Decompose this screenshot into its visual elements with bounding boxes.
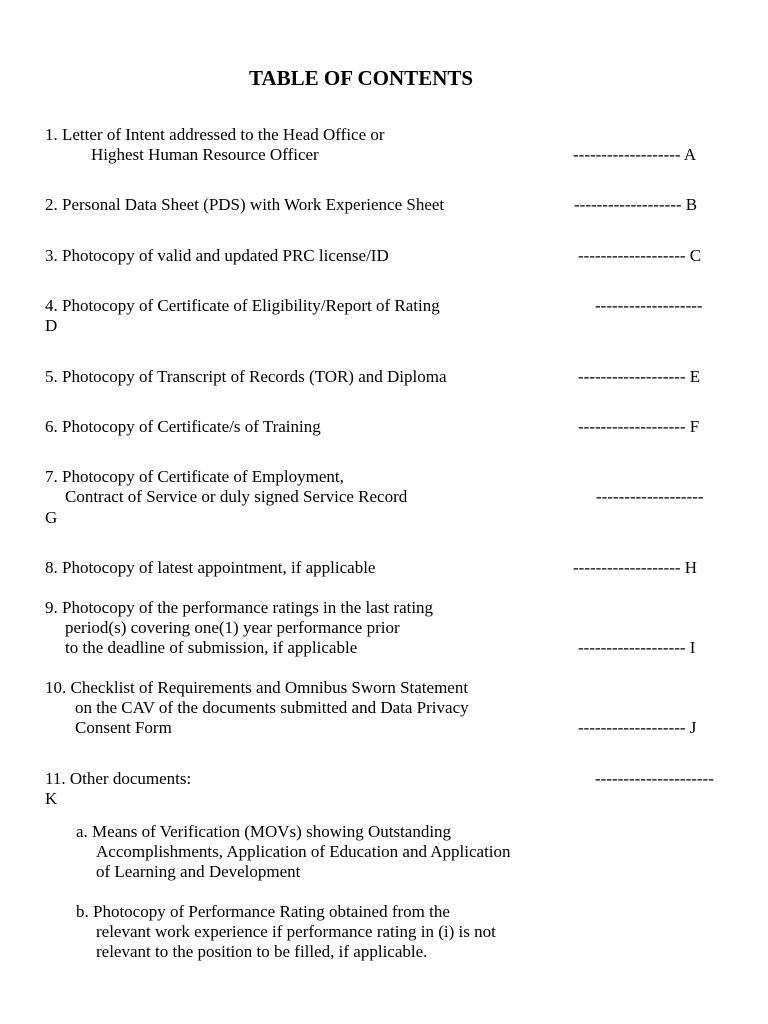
toc-item-7-line-1: 7. Photocopy of Certificate of Employment,: [45, 467, 344, 486]
toc-item-1-leader: ------------------- A: [573, 145, 697, 164]
toc-item-1-line-1: 1. Letter of Intent addressed to the Head Office or: [45, 125, 385, 144]
toc-item-9-leader: ------------------- I: [578, 638, 696, 657]
toc-item-7-letter: G: [45, 508, 58, 527]
toc-item-11-line-1: 11. Other documents:: [45, 769, 192, 788]
toc-item-5-leader: ------------------- E: [578, 367, 701, 386]
toc-item-4-leader: -------------------: [595, 296, 703, 315]
toc-item-2-leader: ------------------- B: [574, 195, 698, 214]
toc-item-10-leader: ------------------- J: [578, 718, 697, 737]
toc-item-11-letter: K: [45, 789, 58, 808]
toc-item-10-line-1: 10. Checklist of Requirements and Omnibus Sworn Statement: [45, 678, 469, 697]
toc-item-8-leader: ------------------- H: [573, 558, 698, 577]
toc-item-10-line-2: on the CAV of the documents submitted and Data Privacy: [75, 698, 469, 717]
toc-item-6-line-1: 6. Photocopy of Certificate/s of Training: [45, 417, 321, 436]
toc-item-4-letter: D: [45, 316, 58, 335]
toc-item-1-line-2: Highest Human Resource Officer: [91, 145, 319, 164]
subitem-b-line-2: relevant work experience if performance rating in (i) is not: [96, 922, 496, 941]
toc-item-3-line-1: 3. Photocopy of valid and updated PRC license/ID: [45, 246, 389, 265]
toc-item-3-leader: ------------------- C: [578, 246, 702, 265]
toc-item-9-line-3: to the deadline of submission, if applicable: [65, 638, 358, 657]
toc-item-6-leader: ------------------- F: [578, 417, 700, 436]
toc-item-2-line-1: 2. Personal Data Sheet (PDS) with Work Experience Sheet: [45, 195, 445, 214]
toc-item-8-line-1: 8. Photocopy of latest appointment, if applicable: [45, 558, 376, 577]
toc-item-10-line-3: Consent Form: [75, 718, 172, 737]
subitem-a-line-1: a. Means of Verification (MOVs) showing Outstanding: [76, 822, 452, 841]
page-title: TABLE OF CONTENTS: [249, 66, 474, 90]
subitem-a-line-2: Accomplishments, Application of Education and Application: [96, 842, 511, 861]
subitem-b-line-1: b. Photocopy of Performance Rating obtained from the: [76, 902, 450, 921]
subitem-b-line-3: relevant to the position to be filled, if applicable.: [96, 942, 428, 961]
subitem-a-line-3: of Learning and Development: [96, 862, 301, 881]
toc-item-5-line-1: 5. Photocopy of Transcript of Records (TOR) and Diploma: [45, 367, 447, 386]
toc-item-11-leader: ---------------------: [595, 769, 714, 788]
toc-item-4-line-1: 4. Photocopy of Certificate of Eligibility/Report of Rating: [45, 296, 440, 315]
toc-item-9-line-2: period(s) covering one(1) year performance prior: [65, 618, 400, 637]
toc-item-7-leader: -------------------: [596, 487, 704, 506]
toc-item-9-line-1: 9. Photocopy of the performance ratings in the last rating: [45, 598, 434, 617]
toc-item-7-line-2: Contract of Service or duly signed Service Record: [65, 487, 408, 506]
